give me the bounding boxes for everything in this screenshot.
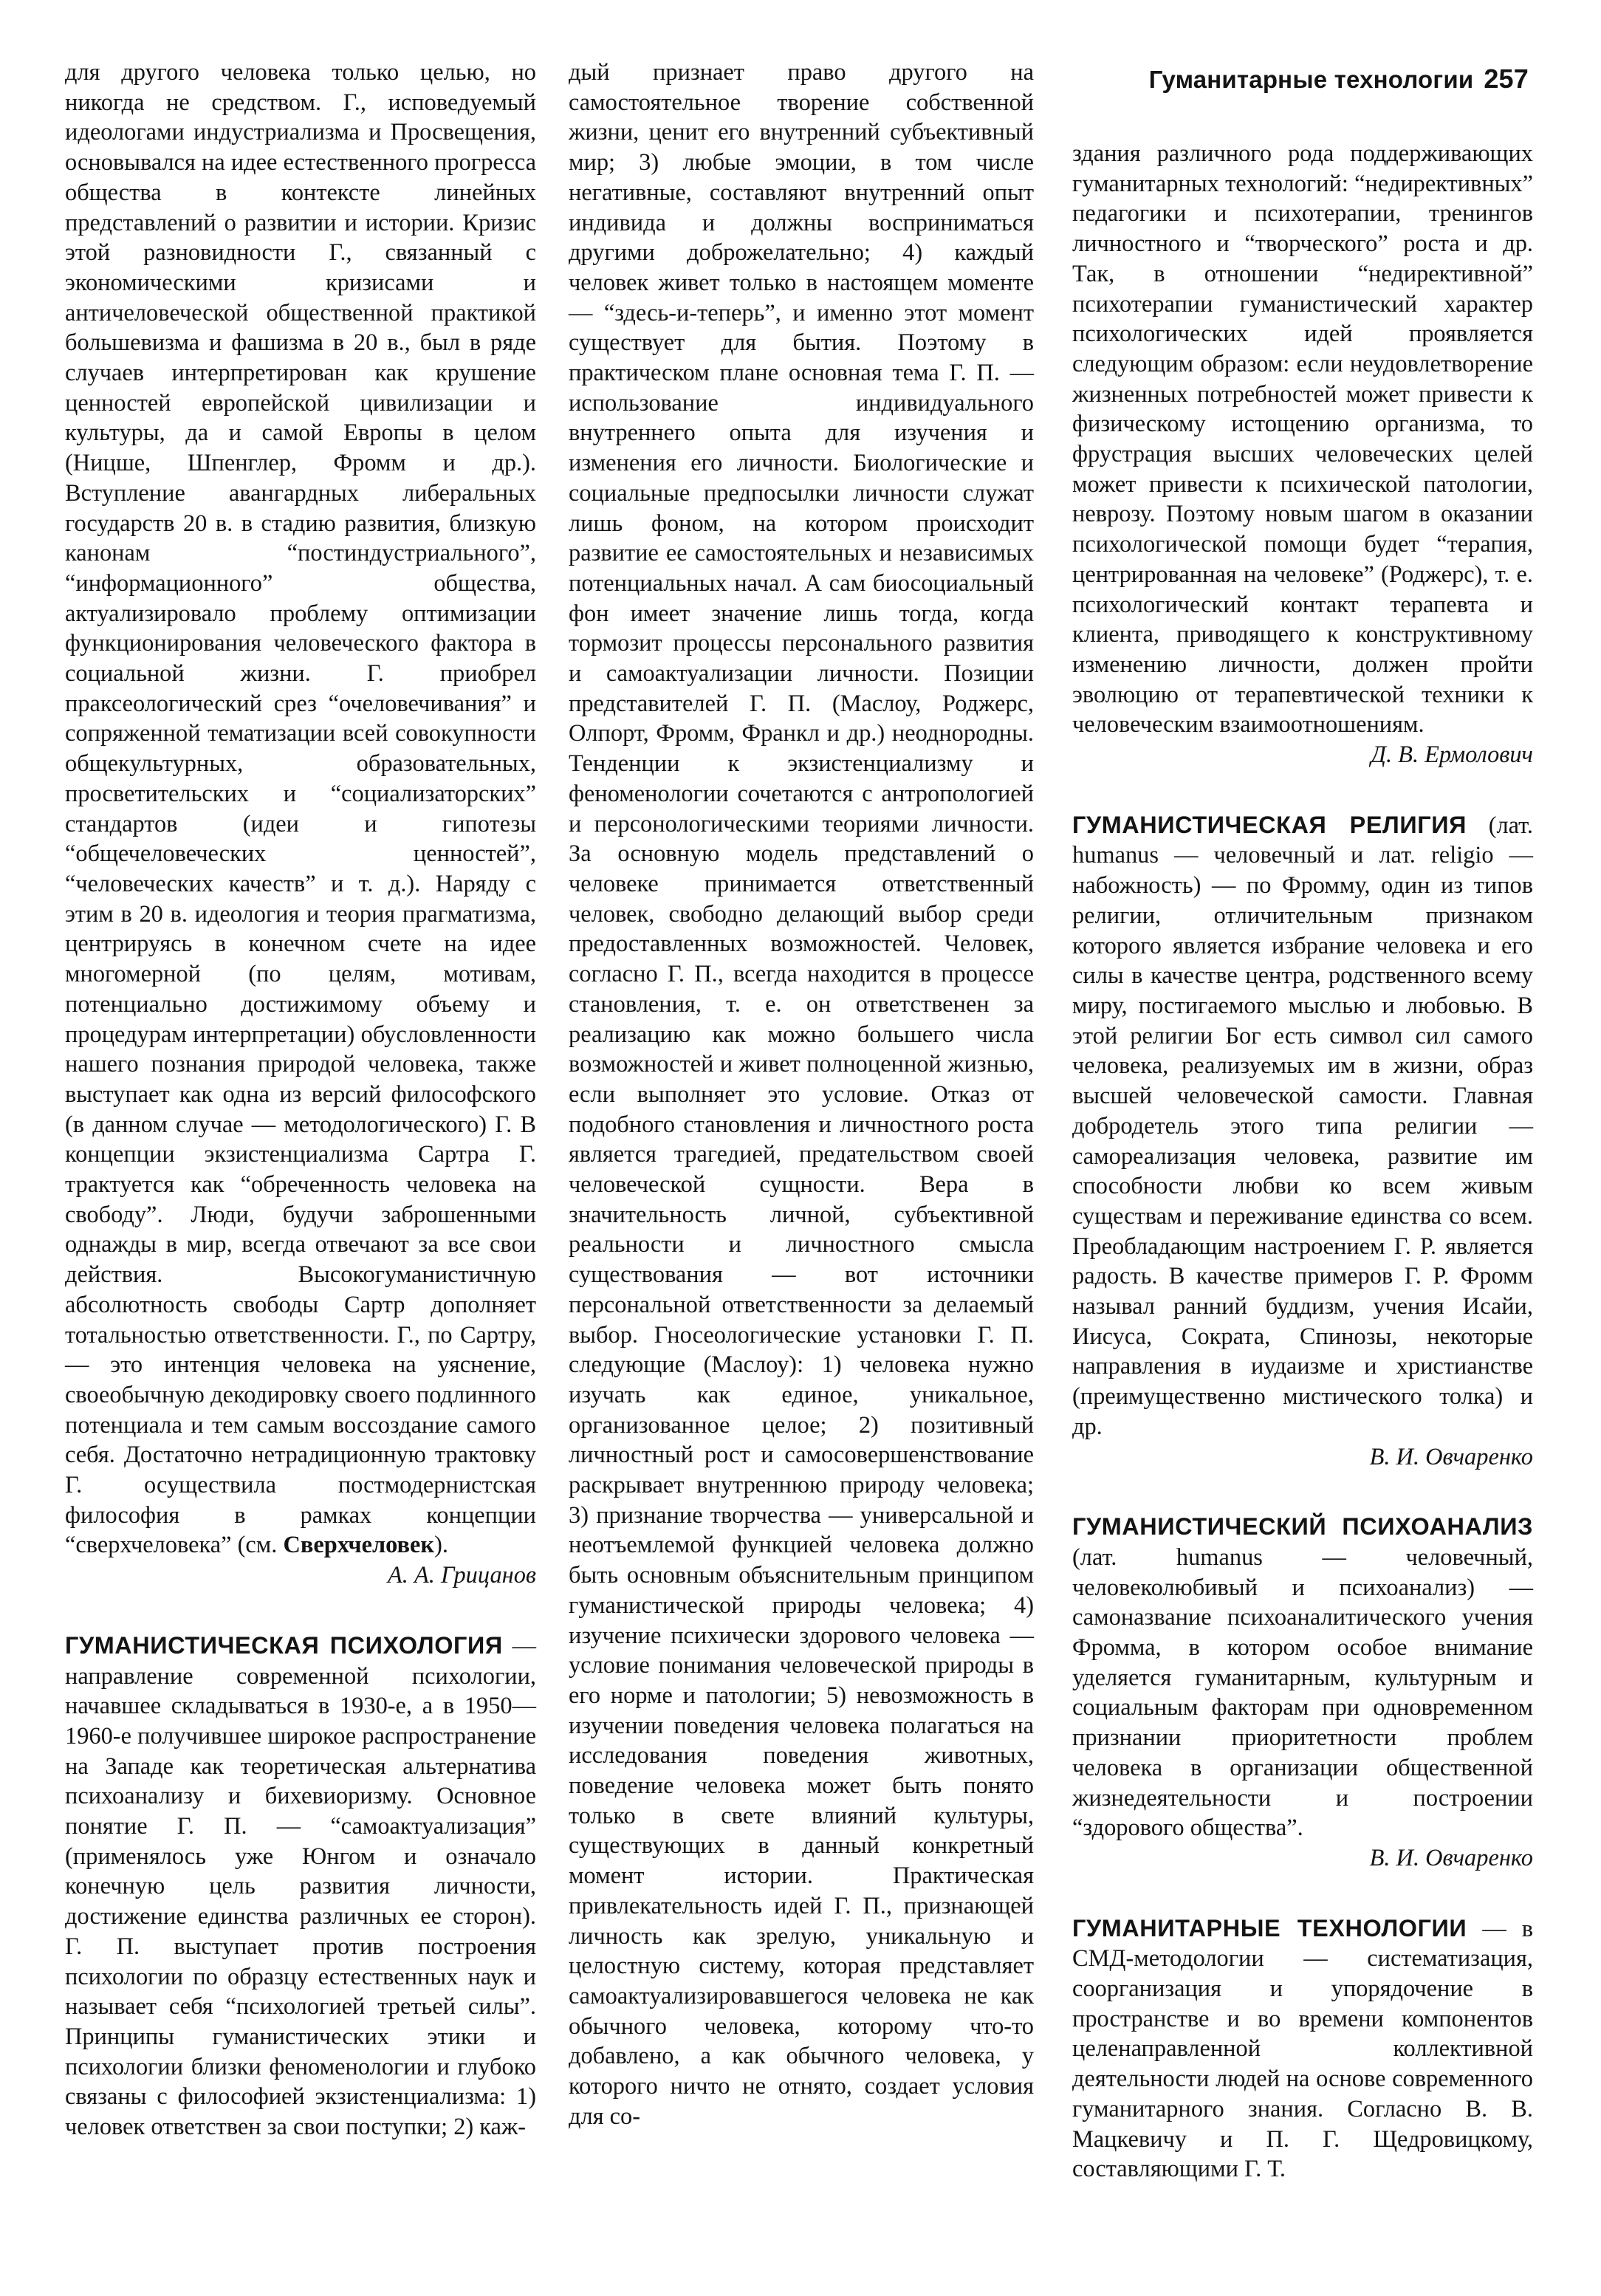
author-signature: А. А. Грицанов: [388, 1562, 536, 1589]
author-signature: В. И. Овчаренко: [1369, 1443, 1533, 1470]
entry-gap: [1072, 770, 1533, 810]
entry-humanistic-psychology-end: здания различного рода поддерживающих гуманитарных технологий: “недирективных” педагогики и психотерапии, тренингов личностного и “творческого” роста и др. Так, в отношении “недирективной” психотерапии гуманистический характер психологических идей проявляется следующим образом: если неудовлетворение жизненных потребностей может привести к физическому истощению организма, то фрустрация высших человеческих целей может привести к психической патологии, неврозу. Поэтому новым шагом в оказании психологической помощи будет “терапия, центрированная на человеке” (Роджерс), т. е. психологический контакт терапевта и клиента, приводящего к конструктивному изменению личности, должен пройти эволюцию от терапевтической техники к человеческим взаимоотношениям.: [1072, 140, 1533, 739]
entry-humanitarian-technologies: ГУМАНИТАРНЫЕ ТЕХНОЛОГИИ — в СМД-методологии — систематизация, соорганизация и упорядочение в пространстве и во времени компонентов целенаправленной коллективной деятельности людей на основе современного гуманитарного знания. Согласно В. В. Мацкевичу и П. Г. Щедровицкому, составляющими Г. Т.: [1072, 1914, 1533, 2183]
entry-headword: ГУМАНИТАРНЫЕ ТЕХНОЛОГИИ: [1072, 1914, 1467, 1942]
entry-gap: [65, 1591, 536, 1631]
entry-gap: [1072, 1472, 1533, 1512]
entry-humanistic-psychology: ГУМАНИСТИЧЕСКАЯ ПСИХОЛОГИЯ — направление современной психологии, начавшее складываться в 1930-е, а в 1950—1960-е получившее широкое распространение на Западе как теоретическая альтернатива психоанализу и бихевиоризму. Основное понятие Г. П. — “самоактуализация” (применялось уже Юнгом и означало конечную цель развития личности, достижение единства различных ее сторон). Г. П. выступает против построения психологии по образцу естественных наук и называет себя “психологией третьей силы”. Принципы гуманистических этики и психологии близки феноменологии и глубоко связаны с философией экзистенциализма: 1) человек ответствен за свои поступки; 2) каж-: [65, 1631, 536, 2141]
column-left: [65, 58, 536, 2142]
page-number: 257: [1484, 64, 1529, 94]
entry-headword: ГУМАНИСТИЧЕСКИЙ ПСИХОАНАЛИЗ: [1072, 1513, 1533, 1541]
column-middle: [569, 58, 1034, 2132]
entry-headword: ГУМАНИСТИЧЕСКАЯ ПСИХОЛОГИЯ: [65, 1631, 503, 1659]
entry-gap: [1072, 1874, 1533, 1913]
entry-humanistic-psychoanalysis: ГУМАНИСТИЧЕСКИЙ ПСИХОАНАЛИЗ (лат. humanus — человечный, человеколюбивый и психоанализ) — самоназвание психоаналитического учения Фромма, в котором особое внимание уделяется гуманитарным, культурным и социальным факторам при одновременном признании приоритетности проблем человека в организации общественной жизнедеятельности и построении “здорового общества”.: [1072, 1513, 1533, 1842]
entry-headword: ГУМАНИСТИЧЕСКАЯ РЕЛИГИЯ: [1072, 811, 1467, 838]
entry-humanism-continuation: для другого человека только целью, но никогда не средством. Г., исповедуемый идеологами индустриализма и Просвещения, основывался на идее естественного прогресса общества в контексте линейных представлений о развитии и истории. Кризис этой разновидности Г., связанный с экономическими кризисами и античеловеческой общественной практикой большевизма и фашизма в 20 в., был в ряде случаев интерпретирован как крушение ценностей европейской цивилизации и культуры, да и самой Европы в целом (Ницше, Шпенглер, Фромм и др.). Вступление авангардных либеральных государств 20 в. в стадию развития, близкую канонам “постиндустриального”, “информационного” общества, актуализировало проблему оптимизации функционирования человеческого фактора в социальной жизни. Г. приобрел праксеологический срез “очеловечивания” и сопряженной тематизации всей совокупности общекультурных, образовательных, просветительских и “социализаторских” стандартов (идеи и гипотезы “общечеловеческих ценностей”, “человеческих качеств” и т. д.). Наряду с этим в 20 в. идеология и теория прагматизма, центрируясь в конечном счете на идее многомерной (по целям, мотивам, потенциально достижимому объему и процедурам интерпретации) обусловленности нашего познания природой человека, также выступает как одна из версий философского (в данном случае — методологического) Г. В концепции экзистенциализма Сартра Г. трактуется как “обреченность человека на свободу”. Люди, будучи заброшенными однажды в мир, всегда отвечают за все свои действия. Высокогуманистичную абсолютность свободы Сартр дополняет тотальностью ответственности. Г., по Сартру, — это интенция человека на уяснение, своеобычную декодировку своего подлинного потенциала и тем самым воссоздание самого себя. Достаточно нетрадиционную трактовку Г. осуществила постмодернистская философия в рамках концепции “сверхчеловека” (см. Сверхчеловек).: [65, 59, 536, 1559]
author-signature: В. И. Овчаренко: [1369, 1844, 1533, 1871]
column-right: [1072, 139, 1533, 2184]
entry-humanistic-psychology-continuation: дый признает право другого на самостоятельное творение собственной жизни, ценит его внутренний субъективный мир; 3) любые эмоции, в том числе негативные, составляют внутренний опыт индивида и должны восприниматься другими доброжелательно; 4) каждый человек живет только в настоящем моменте — “здесь-и-теперь”, и именно этот момент существует для бытия. Поэтому в практическом плане основная тема Г. П. — использование индивидуального внутреннего опыта для изучения и изменения его личности. Биологические и социальные предпосылки личности служат лишь фоном, на котором происходит развитие ее самостоятельных и независимых потенциальных начал. А сам биосоциальный фон имеет значение лишь тогда, когда тормозит процессы персонального развития и самоактуализации личности. Позиции представителей Г. П. (Маслоу, Роджерс, Олпорт, Фромм, Франкл и др.) неоднородны. Тенденции к экзистенциализму и феноменологии сочетаются с антропологией и персонологическими теориями личности. За основную модель представлений о человеке принимается ответственный человек, свободно делающий выбор среди предоставленных возможностей. Человек, согласно Г. П., всегда находится в процессе становления, т. е. он ответственен за реализацию как можно большего числа возможностей и живет полноценной жизнью, если выполняет это условие. Отказ от подобного становления и личностного роста является трагедией, предательством своей человеческой сущности. Вера в значительность личной, субъективной реальности и личностного смысла существования — вот источники персональной ответственности за делаемый выбор. Гносеологические установки Г. П. следующие (Маслоу): 1) человека нужно изучать как единое, уникальное, организованное целое; 2) позитивный личностный рост и самосовершенствование раскрывает внутреннюю природу человека; 3) признание творчества — универсальной и неотъемлемой функцией человека должно быть основным объяснительным принципом гуманистической природы человека; 4) изучение психически здорового человека — условие понимания человеческой природы в его норме и патологии; 5) невозможность в изучении поведения человека полагаться на исследования поведения животных, поведение человека может быть понято только в свете влияний культуры, существующих в данный конкретный момент истории. Практическая привлекательность идей Г. П., признающей личность как зрелую, уникальную и целостную систему, которая представляет самоактуализировавшегося человека не как обычного человека, которому что-то добавлено, а как обычного человека, у которого ничто не отнято, создает условия для со-: [569, 59, 1034, 2130]
running-title: Гуманитарные технологии: [1148, 66, 1474, 93]
author-signature: Д. В. Ермолович: [1371, 741, 1533, 769]
running-header: [1149, 64, 1529, 95]
entry-humanistic-religion: ГУМАНИСТИЧЕСКАЯ РЕЛИГИЯ (лат. humanus — человечный и лат. religio — набожность) — по Фромму, один из типов религии, отличительным признаком которого является избрание человека и его силы в качестве центра, родственного всему миру, постигаемого мыслью и любовью. В этой религии Бог есть символ сил самого человека, реализуемых им в жизни, образ высшей человеческой самости. Главная добродетель этого типа религии — самореализация человека, развитие им способности любви ко всем живым существам и переживание единства со всем. Преобладающим настроением Г. Р. является радость. В качестве примеров Г. Р. Фромм называл ранний буддизм, учения Исайи, Иисуса, Сократа, Спинозы, некоторые направления в иудаизме и христианстве (преимущественно мистического толка) и др.: [1072, 811, 1533, 1440]
cross-reference: Сверхчеловек: [283, 1532, 435, 1559]
